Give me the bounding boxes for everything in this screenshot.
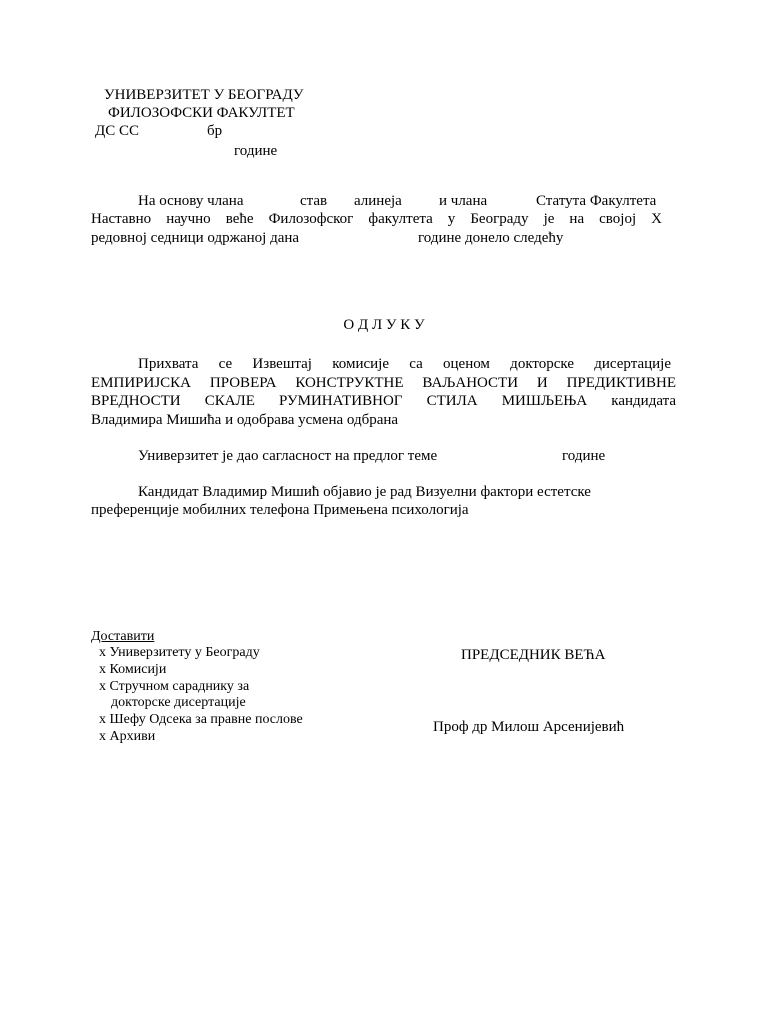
distribution-item-legal-head: x Шефу Одсека за правне послове	[99, 712, 303, 727]
distribution-heading: Доставити	[91, 629, 155, 644]
intro-paragraph-word: став	[300, 193, 328, 209]
intro-indent-word: алинеја	[354, 193, 402, 209]
distribution-item-associate: x Стручном сараднику за	[99, 679, 250, 694]
intro-line-2: Наставно научно веће Филозофског факултета у Београду је на својој X	[91, 211, 662, 227]
distribution-item-associate-cont: докторске дисертације	[111, 695, 246, 710]
intro-line-3-a: редовној седници одржаној дана	[91, 230, 300, 246]
intro-on-basis: На основу члана	[138, 193, 244, 209]
consent-text: Универзитет је дао сагласност на предлог теме	[138, 448, 438, 464]
publication-line-1: Кандидат Владимир Мишић објавио је рад Визуелни фактори естетске	[138, 484, 591, 500]
decision-line-2: ЕМПИРИЈСКА ПРОВЕРА КОНСТРУКТНЕ ВАЉАНОСТИ И ПРЕДИКТИВНЕ	[91, 375, 676, 391]
university-name: УНИВЕРЗИТЕТ У БЕОГРАДУ	[104, 87, 304, 103]
consent-year-word: године	[562, 448, 606, 464]
decision-line-4: Владимира Мишића и одобрава усмена одбрана	[91, 412, 399, 428]
distribution-item-archive: x Архиви	[99, 729, 156, 744]
decision-line-1: Прихвата се Извештај комисије са оценом докторске дисертације	[138, 356, 671, 372]
faculty-name: ФИЛОЗОФСКИ ФАКУЛТЕТ	[108, 105, 295, 121]
decision-line-3: ВРЕДНОСТИ СКАЛЕ РУМИНАТИВНОГ СТИЛА МИШЉЕЊА кандидата	[91, 393, 676, 409]
decision-title: О Д Л У К У	[343, 317, 425, 333]
intro-line-3-b: године донело следећу	[418, 230, 564, 246]
reference-number-label: бр	[207, 123, 223, 139]
reference-prefix: ДС СС	[95, 123, 139, 139]
distribution-item-university: x Универзитету у Београду	[99, 645, 260, 660]
publication-line-2: преференције мобилних телефона Примењена психологија	[91, 502, 469, 518]
signatory-name: Проф др Милош Арсенијевић	[433, 719, 625, 735]
council-president-title: ПРЕДСЕДНИК ВЕЋА	[461, 647, 606, 663]
intro-statute: Статута Факултета	[536, 193, 657, 209]
distribution-item-committee: x Комисији	[99, 662, 167, 677]
header-year-word: године	[234, 143, 278, 159]
intro-and-article: и члана	[439, 193, 488, 209]
